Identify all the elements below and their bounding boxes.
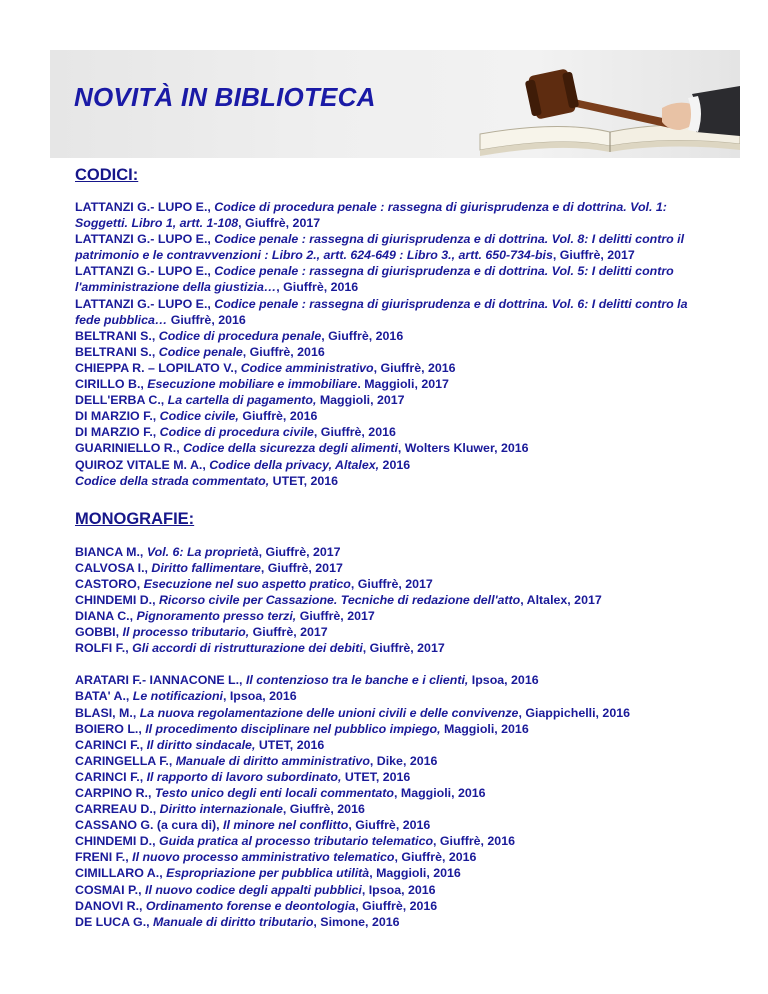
- section-heading-codici: CODICI:: [75, 166, 139, 184]
- page-title: NOVITÀ IN BIBLIOTECA: [74, 82, 376, 112]
- bibliography-entry: [75, 672, 715, 688]
- entry-title: Manuale di diritto tributario: [153, 914, 314, 929]
- bibliography-entry: [75, 344, 715, 360]
- entry-publisher: , Giuffrè, 2017: [362, 641, 445, 656]
- bibliography-entry: [75, 898, 715, 914]
- entry-title: Testo unico degli enti locali commentato: [154, 786, 394, 800]
- entry-author: CALVOSA I.,: [75, 560, 152, 575]
- entry-publisher: , Giuffrè, 2017: [238, 216, 321, 231]
- entry-author: FRENI F.,: [75, 850, 133, 865]
- bibliography-entry: [75, 849, 715, 865]
- entry-publisher: Giuffrè, 2016: [167, 312, 246, 327]
- entry-title: Codice penale : rassegna di giurisprudenza e di dottrina. Vol. 8: I delitti contro il patrimonio e le contravvenzioni : Libro 2., artt. 624-649 : Libro 3., artt. 650-734-bis: [75, 232, 685, 263]
- entry-title: Il procedimento disciplinare nel pubblico impiego,: [145, 721, 441, 736]
- entry-publisher: , Giuffrè, 2016: [355, 898, 438, 913]
- entry-publisher: Maggioli, 2016: [440, 721, 529, 736]
- bibliography-entry: [75, 199, 715, 231]
- entry-author: CHINDEMI D.,: [75, 834, 159, 849]
- entry-publisher: , Giuffrè, 2016: [321, 328, 404, 343]
- entry-publisher: Giuffrè, 2016: [238, 409, 318, 424]
- entry-author: DE LUCA G.,: [75, 914, 154, 929]
- entry-title: Il minore nel conflitto: [223, 818, 349, 833]
- bibliography-entry: [75, 360, 715, 376]
- entry-title: Vol. 6: La proprietà: [146, 544, 259, 559]
- entry-publisher: , Giuffrè, 2016: [433, 834, 515, 849]
- entry-publisher: , Altalex, 2017: [520, 592, 602, 607]
- entry-publisher: , Giuffrè, 2016: [282, 802, 365, 817]
- bibliography-entry: [75, 753, 715, 769]
- entry-title: Codice di procedura penale : rassegna di giurisprudenza e di dottrina. Vol. 1: Soggetti. Libro 1, artt. 1-108: [75, 200, 667, 231]
- bibliography-entry: [75, 231, 715, 263]
- entry-author: BLASI, M.,: [75, 705, 140, 720]
- entry-publisher: , Maggioli, 2016: [393, 786, 486, 800]
- entry-title: Gli accordi di ristrutturazione dei debiti: [132, 641, 363, 656]
- gavel-and-book-illustration: [440, 50, 740, 158]
- entry-title: Le notificazioni: [132, 689, 223, 704]
- section-heading-monografie: MONOGRAFIE:: [75, 509, 195, 528]
- entry-title: La nuova regolamentazione delle unioni civili e delle convivenze: [139, 705, 519, 720]
- entry-author: BIANCA M.,: [75, 544, 147, 559]
- entry-title: Il processo tributario,: [122, 625, 250, 640]
- entry-publisher: 2016: [379, 457, 411, 472]
- entry-title: Esecuzione nel suo aspetto pratico: [143, 576, 351, 591]
- bibliography-entry: [75, 424, 715, 440]
- bibliography-entry: [75, 440, 715, 456]
- entry-title: Espropriazione per pubblica utilità: [166, 866, 370, 881]
- entry-publisher: , Giappichelli, 2016: [518, 705, 631, 720]
- bibliography-entry: [75, 328, 715, 344]
- bibliography-entry: [75, 473, 715, 489]
- bibliography-entry: [75, 769, 715, 785]
- monografie-2016-list: [75, 672, 715, 930]
- bibliography-entry: [75, 544, 715, 560]
- entry-author: BELTRANI S.,: [75, 328, 159, 343]
- entry-publisher: UTET, 2016: [341, 769, 411, 784]
- bibliography-entry: [75, 392, 715, 408]
- bibliography-entry: [75, 721, 715, 737]
- entry-title: Guida pratica al processo tributario telematico: [158, 834, 434, 849]
- entry-publisher: , Dike, 2016: [369, 753, 438, 768]
- entry-title: Il diritto sindacale,: [146, 737, 256, 752]
- entry-author: DANOVI R.,: [75, 898, 146, 913]
- entry-title: Codice civile,: [159, 409, 239, 424]
- entry-publisher: . Maggioli, 2017: [357, 377, 449, 392]
- bibliography-entry: [75, 865, 715, 881]
- entry-author: CIMILLARO A.,: [75, 866, 167, 881]
- bibliography-entry: [75, 801, 715, 817]
- entry-publisher: UTET, 2016: [255, 737, 325, 752]
- entry-publisher: , Giuffrè, 2017: [258, 544, 341, 559]
- bibliography-entry: [75, 560, 715, 576]
- entry-author: LATTANZI G.- LUPO E.,: [75, 264, 215, 279]
- bibliography-entry: [75, 376, 715, 392]
- entry-title: Codice della privacy, Altalex,: [209, 457, 380, 472]
- entry-publisher: , Giuffrè, 2016: [242, 344, 325, 359]
- entry-title: Esecuzione mobiliare e immobiliare: [147, 377, 358, 392]
- entry-publisher: , Giuffrè, 2016: [394, 850, 477, 865]
- entry-title: Codice amministrativo: [240, 360, 374, 375]
- entry-author: QUIROZ VITALE M. A.,: [75, 457, 210, 472]
- entry-author: ARATARI F.- IANNACONE L.,: [75, 673, 246, 688]
- entry-publisher: Giuffrè, 2017: [296, 609, 375, 624]
- entry-author: DIANA C.,: [75, 609, 137, 624]
- entry-publisher: , Maggioli, 2016: [369, 866, 461, 881]
- bibliography-entry: [75, 705, 715, 721]
- bibliography-entry: [75, 688, 715, 704]
- entry-publisher: , Giuffrè, 2017: [260, 560, 343, 575]
- entry-author: GUARINIELLO R.,: [75, 441, 184, 456]
- bibliography-entry: [75, 640, 715, 656]
- entry-title: Codice della sicurezza degli alimenti: [183, 441, 398, 456]
- entry-title: Il nuovo processo amministrativo telematico: [132, 850, 395, 865]
- entry-title: Codice di procedura civile: [159, 425, 314, 440]
- entry-title: Codice penale: [158, 344, 243, 359]
- entry-publisher: UTET, 2016: [269, 473, 339, 488]
- entry-author: CHIEPPA R. – LOPILATO V.,: [75, 360, 241, 375]
- entry-publisher: , Giuffrè, 2017: [552, 248, 635, 263]
- entry-title: Diritto internazionale: [159, 802, 283, 817]
- entry-author: DELL'ERBA C.,: [75, 393, 168, 408]
- entry-title: Ricorso civile per Cassazione. Tecniche di redazione dell'atto: [158, 592, 521, 607]
- entry-title: Il contenzioso tra le banche e i clienti,: [245, 673, 469, 688]
- document-body: [75, 165, 715, 930]
- bibliography-entry: [75, 914, 715, 930]
- bibliography-entry: [75, 457, 715, 473]
- entry-author: BOIERO L.,: [75, 721, 146, 736]
- entry-title: Il rapporto di lavoro subordinato,: [146, 769, 342, 784]
- bibliography-entry: [75, 833, 715, 849]
- entry-author: DI MARZIO F.,: [75, 425, 160, 440]
- entry-title: Codice penale : rassegna di giurisprudenza e di dottrina. Vol. 6: I delitti contro la fede pubblica…: [75, 296, 688, 327]
- entry-title: Codice penale : rassegna di giurisprudenza e di dottrina. Vol. 5: I delitti contro l'amministrazione della giustizia…: [75, 264, 674, 295]
- entry-title: Ordinamento forense e deontologia: [145, 898, 356, 913]
- entry-publisher: , Giuffrè, 2016: [313, 425, 396, 440]
- entry-author: LATTANZI G.- LUPO E.,: [75, 200, 215, 214]
- entry-author: CARINCI F.,: [75, 737, 147, 752]
- bibliography-entry: [75, 737, 715, 753]
- entry-author: CASTORO,: [75, 576, 144, 591]
- bibliography-entry: [75, 785, 715, 801]
- bibliography-entry: [75, 408, 715, 424]
- entry-author: GOBBI,: [75, 625, 123, 640]
- entry-author: LATTANZI G.- LUPO E.,: [75, 232, 215, 247]
- entry-author: CIRILLO B.,: [75, 377, 148, 392]
- entry-publisher: Giuffrè, 2017: [249, 625, 328, 640]
- bibliography-entry: [75, 592, 715, 608]
- codici-list: [75, 199, 715, 489]
- entry-publisher: , Giuffrè, 2016: [373, 360, 456, 375]
- entry-title: Pignoramento presso terzi,: [136, 609, 297, 624]
- bibliography-entry: [75, 263, 715, 295]
- monografie-2017-list: [75, 544, 715, 657]
- entry-publisher: , Ipsoa, 2016: [222, 689, 297, 704]
- bibliography-entry: [75, 576, 715, 592]
- bibliography-entry: [75, 624, 715, 640]
- entry-publisher: , Giuffrè, 2017: [350, 576, 433, 591]
- entry-publisher: , Ipsoa, 2016: [361, 882, 436, 897]
- entry-publisher: , Giuffrè, 2016: [276, 280, 359, 295]
- entry-author: CHINDEMI D.,: [75, 592, 159, 607]
- bibliography-entry: [75, 296, 715, 328]
- entry-author: BATA' A.,: [75, 689, 133, 704]
- entry-publisher: Ipsoa, 2016: [468, 673, 539, 688]
- entry-author: CARREAU D.,: [75, 802, 160, 817]
- entry-author: DI MARZIO F.,: [75, 409, 160, 424]
- entry-author: CARPINO R.,: [75, 786, 155, 800]
- entry-title: Codice della strada commentato,: [75, 473, 270, 488]
- entry-author: LATTANZI G.- LUPO E.,: [75, 296, 215, 311]
- entry-publisher: , Giuffrè, 2016: [348, 818, 431, 833]
- bibliography-entry: [75, 882, 715, 898]
- entry-author: BELTRANI S.,: [75, 344, 159, 359]
- entry-title: Manuale di diritto amministrativo: [175, 753, 370, 768]
- entry-publisher: Maggioli, 2017: [316, 393, 405, 408]
- bibliography-entry: [75, 608, 715, 624]
- bibliography-entry: [75, 817, 715, 833]
- entry-title: La cartella di pagamento,: [167, 393, 317, 408]
- entry-author: CARINGELLA F.,: [75, 753, 176, 768]
- entry-author: COSMAI P.,: [75, 882, 145, 897]
- header-banner: [50, 50, 740, 158]
- entry-title: Il nuovo codice degli appalti pubblici: [145, 882, 362, 897]
- entry-publisher: , Wolters Kluwer, 2016: [397, 441, 529, 456]
- entry-publisher: , Simone, 2016: [313, 914, 400, 929]
- entry-author: CASSANO G. (a cura di),: [75, 818, 224, 833]
- entry-author: CARINCI F.,: [75, 769, 147, 784]
- entry-title: Codice di procedura penale: [158, 328, 322, 343]
- entry-title: Diritto fallimentare: [151, 560, 261, 575]
- entry-author: ROLFI F.,: [75, 641, 133, 656]
